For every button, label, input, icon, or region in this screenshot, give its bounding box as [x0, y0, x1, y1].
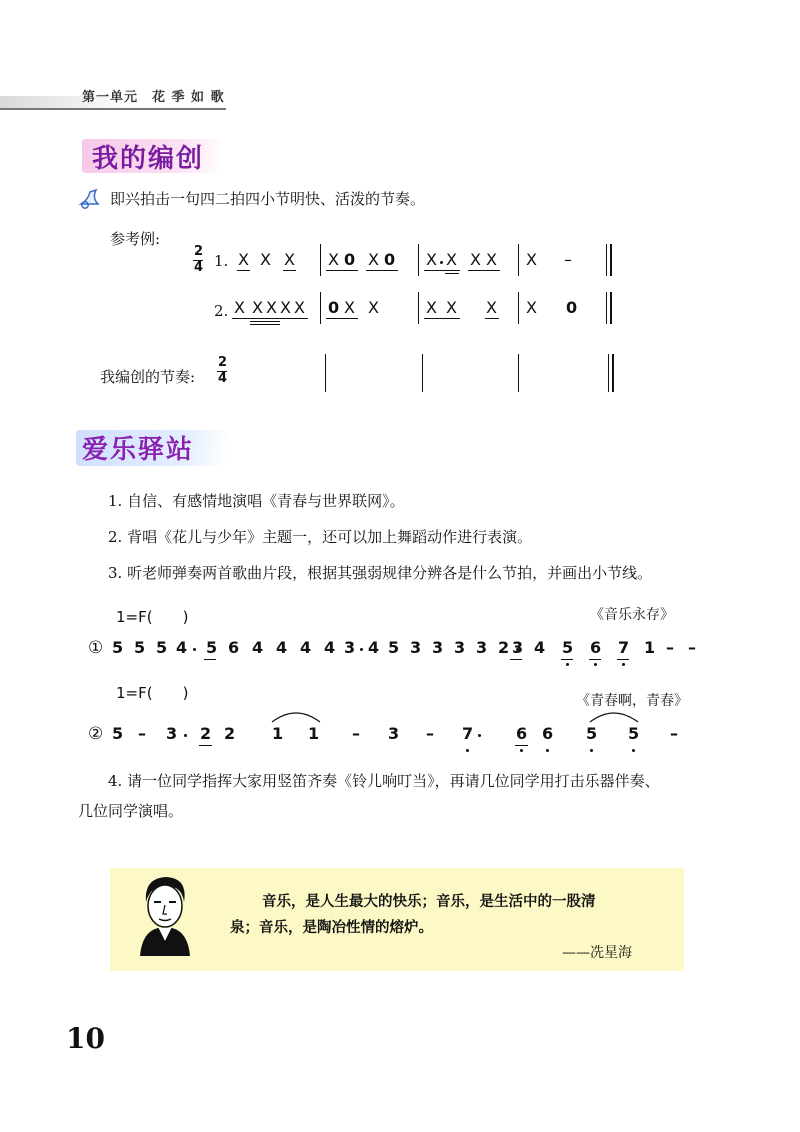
rhythm-underline — [485, 318, 499, 319]
melody-note: 4 — [252, 638, 264, 657]
melody-note: 5 — [156, 638, 168, 657]
octave-dot-below — [590, 749, 593, 752]
melody-note: 5 — [112, 638, 124, 657]
barline — [518, 292, 519, 324]
rhythm-symbol: X — [446, 298, 457, 317]
melody-note: 1 — [644, 638, 656, 657]
my-time-signature-bottom: 4 — [218, 371, 228, 386]
augmentation-dot — [360, 648, 363, 651]
quote-line-2: 泉；音乐，是陶冶性情的熔炉。 — [230, 920, 433, 936]
melody-note: 6 — [516, 724, 528, 743]
item-4-line-1: 4. 请一位同学指挥大家用竖笛齐奏《铃儿响叮当》，再请几位同学用打击乐器伴奏、 — [108, 772, 660, 790]
melody-note: 6 — [228, 638, 240, 657]
my-final-barline-thin — [608, 354, 609, 392]
rhythm-symbol: X — [260, 250, 271, 269]
time-signature-top: 2 — [194, 244, 204, 259]
octave-dot-below — [520, 749, 523, 752]
rhythm-symbol: X — [238, 250, 249, 269]
rhythm-symbol: X — [446, 250, 457, 269]
melody-note: 2 — [498, 638, 510, 657]
melody-number-1: ① — [88, 638, 104, 658]
rhythm-symbol: X — [426, 250, 437, 269]
barline — [518, 244, 519, 276]
song-title-2: 《青春啊，青春》 — [576, 693, 688, 709]
slur-2 — [586, 708, 642, 724]
augmentation-dot — [478, 734, 481, 737]
my-barline-2 — [422, 354, 423, 392]
melody-note: 3 — [410, 638, 422, 657]
rhythm-symbol: X — [526, 250, 537, 269]
rhythm-symbol: 0 — [384, 250, 396, 269]
melody-note: – — [138, 724, 146, 743]
rhythm-underline — [283, 270, 296, 271]
melody-note: 3 — [388, 724, 400, 743]
song-title-1: 《音乐永存》 — [590, 607, 674, 623]
rhythm-symbol: X — [486, 250, 497, 269]
rhythm-symbol: X — [486, 298, 497, 317]
melody-note: 5 — [134, 638, 146, 657]
rhythm-underline — [366, 270, 398, 271]
section-heading-composition: 我的编创 — [92, 144, 205, 174]
melody-note: 4 — [176, 638, 188, 657]
octave-dot-below — [466, 749, 469, 752]
item-1: 1. 自信、有感情地演唱《青春与世界联网》。 — [108, 492, 405, 510]
item-3: 3. 听老师弹奏两首歌曲片段，根据其强弱规律分辨各是什么节拍，并画出小节线。 — [108, 564, 653, 582]
final-barline-thick — [610, 244, 612, 276]
melody-note: 2 — [200, 724, 212, 743]
unit-title: 第一单元 花 季 如 歌 — [82, 90, 225, 105]
rhythm-symbol: X — [368, 250, 379, 269]
rhythm-symbol: X — [252, 298, 263, 317]
rhythm-symbol: 0 — [328, 298, 340, 317]
melody-note: 4 — [324, 638, 336, 657]
section-heading-music-station: 爱乐驿站 — [82, 435, 195, 465]
rhythm-underline — [232, 318, 308, 319]
rhythm-symbol: X — [284, 250, 295, 269]
rhythm-underline — [424, 318, 460, 319]
rhythm-symbol: X — [368, 298, 379, 317]
melody-note: 7 — [618, 638, 630, 657]
note-underline — [204, 659, 216, 660]
melody-note: 5 — [206, 638, 218, 657]
my-barline-3 — [518, 354, 519, 392]
rhythm-symbol: X — [294, 298, 305, 317]
rhythm-underline — [424, 270, 460, 271]
horn-icon — [78, 186, 102, 210]
rhythm-symbol: X — [426, 298, 437, 317]
augmentation-dot — [440, 261, 443, 264]
note-underline — [199, 745, 212, 746]
rhythm-symbol: 0 — [566, 298, 578, 317]
barline — [320, 292, 321, 324]
item-2: 2. 背唱《花儿与少年》主题一，还可以加上舞蹈动作进行表演。 — [108, 528, 533, 546]
rhythm-row-2-label: 2. — [214, 302, 229, 320]
melody-note: 3 — [344, 638, 356, 657]
rhythm-symbol: X — [328, 250, 339, 269]
item-4-line-2: 几位同学演唱。 — [78, 802, 184, 820]
melody-note: 2 — [224, 724, 236, 743]
my-rhythm-label: 我编创的节奏: — [100, 368, 196, 386]
rhythm-symbol: – — [564, 250, 572, 269]
quote-author: ——冼星海 — [562, 945, 632, 961]
melody-note: 5 — [562, 638, 574, 657]
melody-note: – — [352, 724, 360, 743]
key-signature-1: 1=F( ) — [116, 608, 189, 626]
melody-note: 7 — [462, 724, 474, 743]
instruction-text: 即兴拍击一句四二拍四小节明快、活泼的节奏。 — [110, 190, 426, 208]
my-barline-1 — [325, 354, 326, 392]
melody-note: 4 — [534, 638, 546, 657]
octave-dot-below — [632, 749, 635, 752]
portrait-icon — [132, 872, 198, 956]
example-label: 参考例: — [110, 230, 161, 248]
melody-note: 4 — [368, 638, 380, 657]
octave-dot-below — [594, 663, 597, 666]
melody-note: 5 — [388, 638, 400, 657]
melody-note: 4 — [300, 638, 312, 657]
rhythm-underline — [445, 273, 459, 274]
note-underline — [617, 659, 629, 660]
page-number: 10 — [66, 1022, 105, 1055]
rhythm-symbol: X — [266, 298, 277, 317]
melody-note: – — [670, 724, 678, 743]
melody-note: 3 — [166, 724, 178, 743]
melody-note: 1 — [308, 724, 320, 743]
melody-note: 1 — [272, 724, 284, 743]
rhythm-symbol: X — [526, 298, 537, 317]
time-signature-bottom: 4 — [194, 260, 204, 275]
my-time-signature-top: 2 — [218, 355, 228, 370]
slur-1 — [268, 708, 324, 724]
rhythm-underline — [468, 270, 500, 271]
melody-note: 5 — [628, 724, 640, 743]
rhythm-underline — [250, 324, 280, 325]
melody-note: 3 — [476, 638, 488, 657]
octave-dot-below — [566, 663, 569, 666]
rhythm-symbol: X — [280, 298, 291, 317]
quote-line-1: 音乐，是人生最大的快乐；音乐，是生活中的一股清 — [262, 894, 596, 910]
barline — [320, 244, 321, 276]
my-final-barline-thick — [612, 354, 614, 392]
rhythm-symbol: X — [344, 298, 355, 317]
rhythm-underline — [326, 270, 358, 271]
octave-dot-below — [622, 663, 625, 666]
note-underline — [515, 745, 528, 746]
barline — [418, 292, 419, 324]
melody-note: – — [426, 724, 434, 743]
key-signature-2: 1=F( ) — [116, 684, 189, 702]
note-underline — [510, 659, 522, 660]
rhythm-underline — [250, 321, 280, 322]
melody-note: 6 — [542, 724, 554, 743]
melody-note: 3 — [432, 638, 444, 657]
rhythm-underline — [326, 318, 358, 319]
melody-note: 3 — [454, 638, 466, 657]
melody-note: 5 — [112, 724, 124, 743]
melody-number-2: ② — [88, 724, 104, 744]
barline — [418, 244, 419, 276]
augmentation-dot — [184, 734, 187, 737]
rhythm-row-1-label: 1. — [214, 252, 229, 270]
rhythm-underline — [237, 270, 250, 271]
rhythm-symbol: X — [234, 298, 245, 317]
octave-dot-below — [546, 749, 549, 752]
melody-note: 6 — [590, 638, 602, 657]
header-rule — [0, 108, 226, 110]
melody-note: – — [666, 638, 674, 657]
melody-note: 4 — [276, 638, 288, 657]
note-underline — [589, 659, 601, 660]
melody-note: 3 — [512, 638, 524, 657]
final-barline-thin — [606, 244, 607, 276]
augmentation-dot — [193, 648, 196, 651]
rhythm-symbol: 0 — [344, 250, 356, 269]
rhythm-symbol: X — [470, 250, 481, 269]
note-underline — [561, 659, 573, 660]
final-barline-thick — [610, 292, 612, 324]
final-barline-thin — [606, 292, 607, 324]
melody-note: 5 — [586, 724, 598, 743]
melody-note: – — [688, 638, 696, 657]
